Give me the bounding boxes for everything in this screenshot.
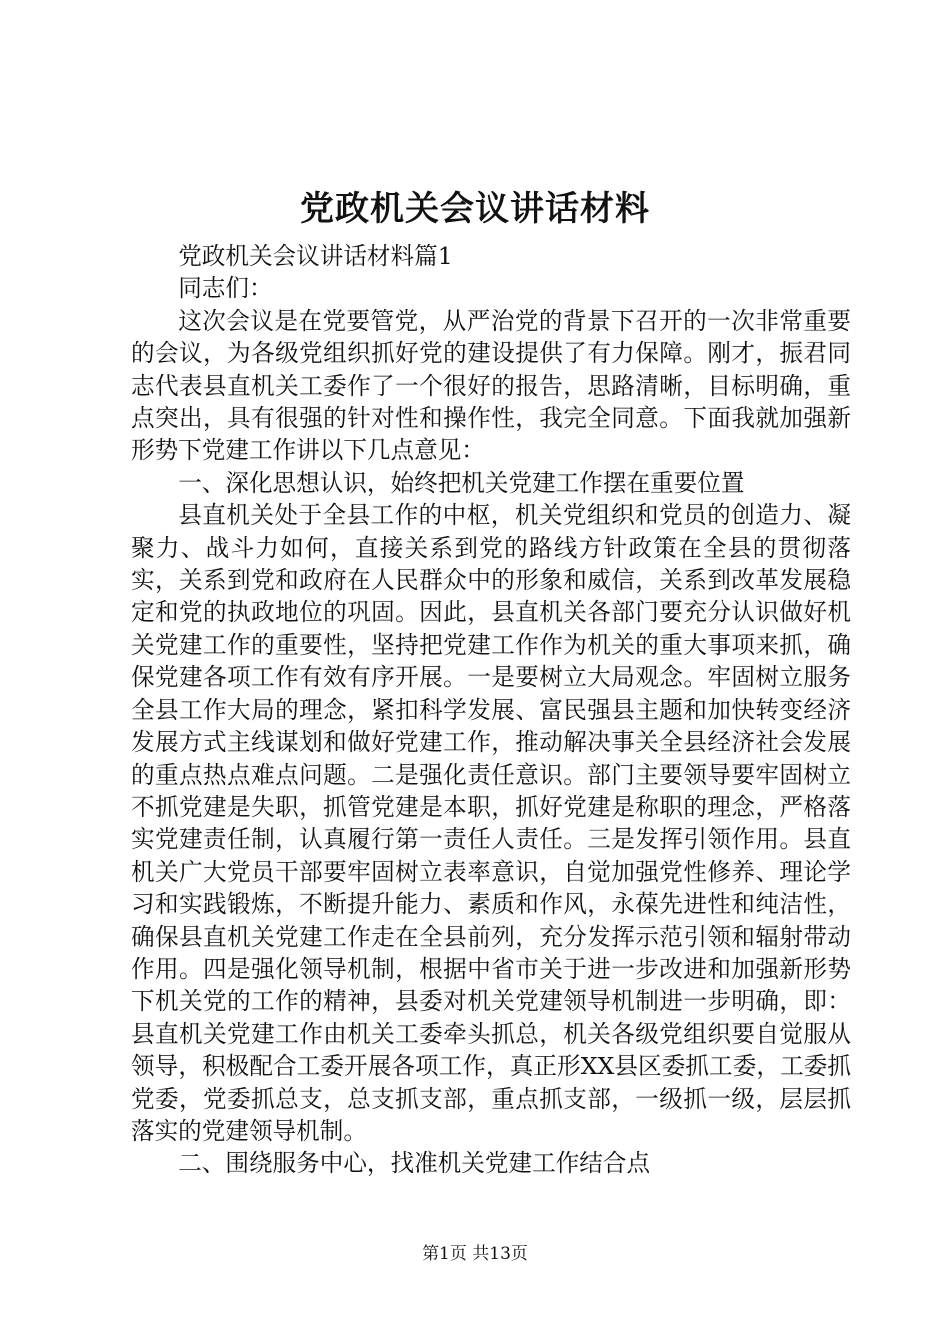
document-body	[131, 240, 851, 1180]
paragraph-intro: 这次会议是在党要管党，从严治党的背景下召开的一次非常重要的会议，为各级党组织抓好党的建设提供了有力保障。刚才，振君同志代表县直机关工委作了一个很好的报告，思路清晰，目标明确，重点突出，具有很强的针对性和操作性，我完全同意。下面我就加强新形势下党建工作讲以下几点意见：	[131, 306, 851, 465]
paragraph-salutation: 同志们：	[178, 274, 273, 303]
paragraph-heading: 党政机关会议讲话材料篇1	[178, 242, 453, 270]
section-heading-1: 一、深化思想认识，始终把机关党建工作摆在重要位置	[178, 468, 745, 497]
section-heading-2: 二、围绕服务中心，找准机关党建工作结合点	[178, 1149, 651, 1178]
document-title: 党政机关会议讲话材料	[300, 189, 650, 229]
page-number: 第1页 共13页	[422, 1244, 528, 1264]
paragraph-section-1: 县直机关处于全县工作的中枢，机关党组织和党员的创造力、凝聚力、战斗力如何，直接关系到党的路线方针政策在全县的贯彻落实，关系到党和政府在人民群众中的形象和威信，关系到改革发展稳定和党的执政地位的巩固。因此，县直机关各部门要充分认识做好机关党建工作的重要性，坚持把党建工作作为机关的重大事项来抓，确保党建各项工作有效有序开展。一是要树立大局观念。牢固树立服务全县工作大局的理念，紧扣科学发展、富民强县主题和加快转变经济发展方式主线谋划和做好党建工作，推动解决事关全县经济社会发展的重点热点难点问题。二是强化责任意识。部门主要领导要牢固树立不抓党建是失职，抓管党建是本职，抓好党建是称职的理念，严格落实党建责任制，认真履行第一责任人责任。三是发挥引领作用。县直机关广大党员干部要牢固树立表率意识，自觉加强党性修养、理论学习和实践锻炼，不断提升能力、素质和作风，永葆先进性和纯洁性，确保县直机关党建工作走在全县前列，充分发挥示范引领和辐射带动作用。四是强化领导机制，根据中省市关于进一步改进和加强新形势下机关党的工作的精神，县委对机关党建领导机制进一步明确，即：县直机关党建工作由机关工委牵头抓总，机关各级党组织要自觉服从领导，积极配合工委开展各项工作，真正形XX县区委抓工委，工委抓党委，党委抓总支，总支抓支部，重点抓支部，一级抓一级，层层抓落实的党建领导机制。	[131, 501, 851, 1145]
